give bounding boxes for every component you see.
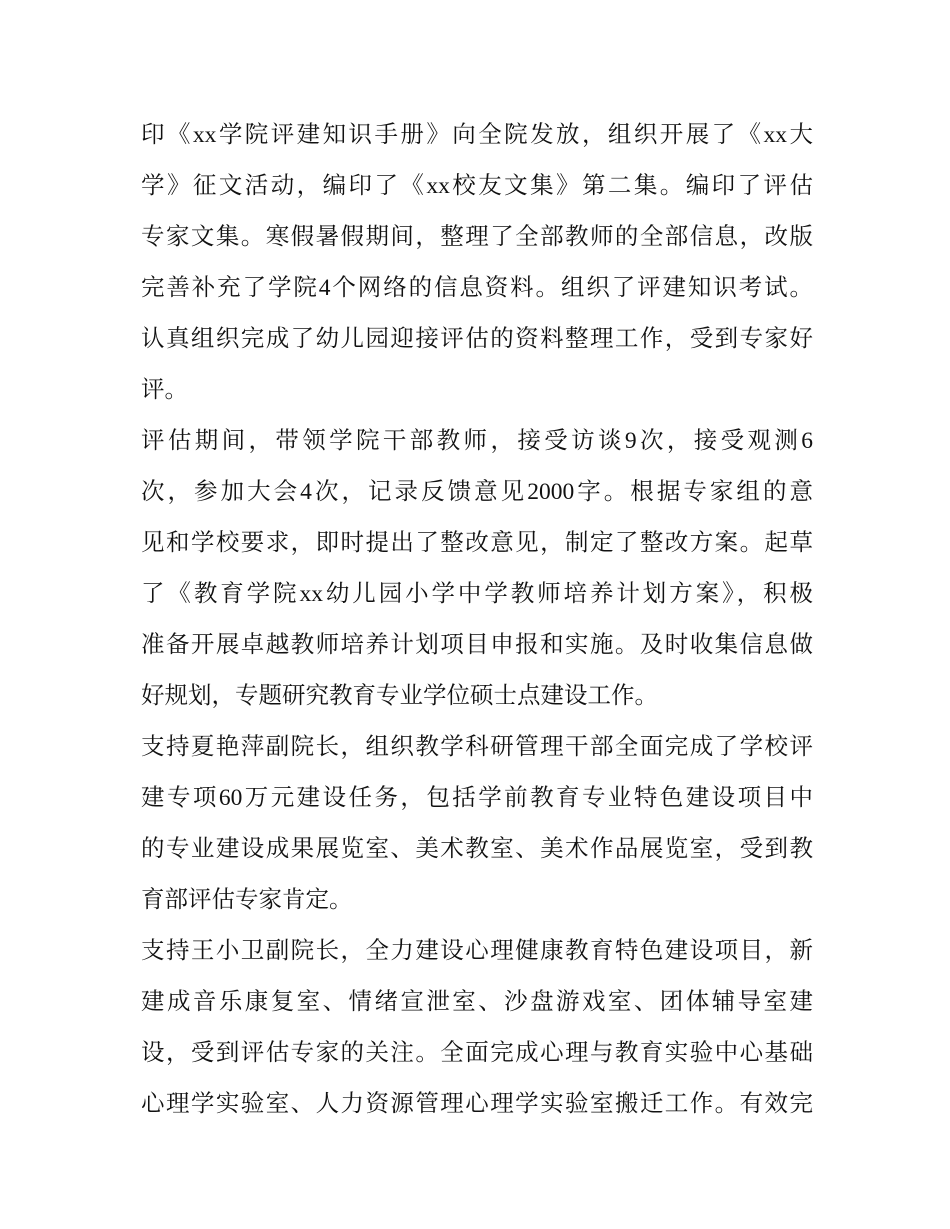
text-line: 好规划，专题研究教育专业学位硕士点建设工作。 — [141, 683, 658, 709]
text-line: 育部评估专家肯定。 — [141, 887, 353, 913]
text-line: 评估期间，带领学院干部教师，接受访谈9次，接受观测6 — [141, 428, 813, 454]
text-line: 的专业建设成果展览室、美术教室、美术作品展览室，受到教 — [141, 836, 813, 862]
paragraph-1 — [141, 110, 813, 416]
text-line: 支持王小卫副院长，全力建设心理健康教育特色建设项目，新 — [141, 938, 813, 964]
text-line: 支持夏艳萍副院长，组织教学科研管理干部全面完成了学校评 — [141, 734, 813, 760]
text-line: 设，受到评估专家的关注。全面完成心理与教育实验中心基础 — [141, 1040, 813, 1066]
text-line: 见和学校要求，即时提出了整改意见，制定了整改方案。起草 — [141, 530, 813, 556]
text-line: 了《教育学院xx幼儿园小学中学教师培养计划方案》，积极 — [141, 581, 813, 607]
paragraph-3 — [141, 722, 813, 926]
text-line: 次，参加大会4次，记录反馈意见2000字。根据专家组的意 — [141, 479, 813, 505]
document-body — [141, 110, 813, 1130]
text-line: 评。 — [141, 377, 188, 403]
text-line: 专家文集。寒假暑假期间，整理了全部教师的全部信息，改版 — [141, 224, 813, 250]
paragraph-4 — [141, 926, 813, 1130]
text-line: 准备开展卓越教师培养计划项目申报和实施。及时收集信息做 — [141, 632, 813, 658]
text-line: 完善补充了学院4个网络的信息资料。组织了评建知识考试。 — [141, 275, 813, 301]
text-line: 认真组织完成了幼儿园迎接评估的资料整理工作，受到专家好 — [141, 326, 813, 352]
text-line: 印《xx学院评建知识手册》向全院发放，组织开展了《xx大 — [141, 122, 813, 148]
text-line: 建成音乐康复室、情绪宣泄室、沙盘游戏室、团体辅导室建 — [141, 989, 813, 1015]
paragraph-2 — [141, 416, 813, 722]
text-line: 建专项60万元建设任务，包括学前教育专业特色建设项目中 — [141, 785, 813, 811]
text-line: 学》征文活动，编印了《xx校友文集》第二集。编印了评估 — [141, 173, 813, 199]
text-line: 心理学实验室、人力资源管理心理学实验室搬迁工作。有效完 — [141, 1091, 813, 1117]
